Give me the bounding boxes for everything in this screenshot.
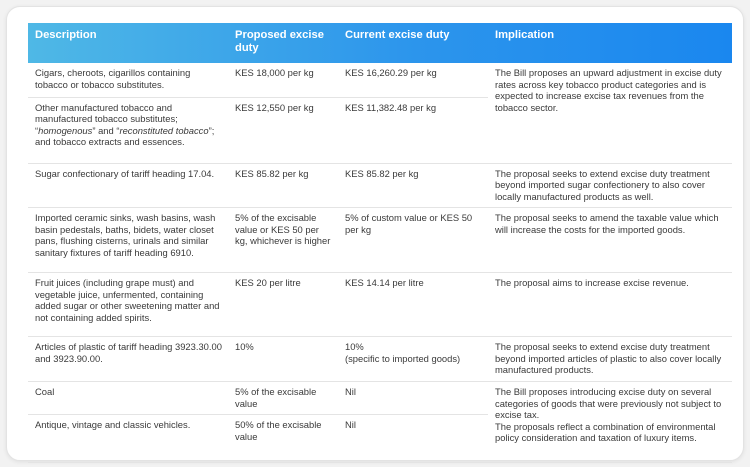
row-proposed: 5% of the excisable value or KES 50 per kg, whichever is higher [228, 208, 338, 273]
row-proposed: 10% [228, 337, 338, 382]
row-proposed: 5% of the excisable value [228, 382, 338, 415]
implication-text: The proposals reflect a combination of environmental policy consideration and taxation of luxury items. [495, 420, 716, 444]
row-implication: The proposal aims to increase excise revenue. [488, 273, 732, 337]
row-description: Fruit juices (including grape must) and vegetable juice, unfermented, containing added sugar or other sweetening matter and not containing added spirits. [28, 273, 228, 337]
row-description: Sugar confectionary of tariff heading 17.04. [28, 163, 228, 208]
description-text: Other manufactured tobacco and manufactured tobacco substitutes; “ [35, 101, 178, 136]
implication-text: The Bill proposes introducing excise duty on several categories of goods that were previously not subject to excise tax. [495, 386, 722, 421]
row-description: Antique, vintage and classic vehicles. [28, 415, 228, 463]
row-implication: The proposal seeks to extend excise duty treatment beyond imported articles of plastic to also cover locally manufactured products. [488, 337, 732, 382]
row-implication: The proposal seeks to extend excise duty treatment beyond imported sugar confectionery to also cover locally manufactured products as well. [488, 163, 732, 208]
current-note: (specific to imported goods) [345, 352, 461, 364]
table-row [28, 382, 732, 415]
row-description: Coal [28, 382, 228, 415]
row-description: Cigars, cheroots, cigarillos containing tobacco or tobacco substitutes. [28, 63, 228, 97]
current-value: 10% [345, 341, 364, 353]
header-implication: Implication [495, 29, 555, 41]
excise-duty-table [28, 23, 732, 463]
table-row [28, 63, 732, 97]
row-proposed: KES 18,000 per kg [228, 63, 338, 97]
row-proposed: KES 85.82 per kg [228, 163, 338, 208]
description-text: ” and “ [92, 124, 120, 136]
table-row [28, 163, 732, 208]
row-current [338, 337, 488, 382]
row-current: 5% of custom value or KES 50 per kg [338, 208, 488, 273]
row-proposed: 50% of the excisable value [228, 415, 338, 463]
row-current: KES 16,260.29 per kg [338, 63, 488, 97]
row-current: KES 11,382.48 per kg [338, 97, 488, 163]
description-text: ”; and tobacco extracts and essences. [35, 124, 215, 148]
table-card [6, 6, 744, 461]
row-proposed: KES 12,550 per kg [228, 97, 338, 163]
row-implication [488, 382, 732, 463]
row-description [28, 97, 228, 163]
header-description: Description [35, 29, 97, 41]
table-row [28, 337, 732, 382]
row-proposed: KES 20 per litre [228, 273, 338, 337]
row-description: Imported ceramic sinks, wash basins, wash basin pedestals, baths, bidets, water closet pans, flushing cisterns, urinals and similar sanitary fixtures of tariff heading 6910. [28, 208, 228, 273]
table-row [28, 273, 732, 337]
table-row [28, 208, 732, 273]
description-italic: homogenous [38, 124, 93, 136]
row-current: Nil [338, 415, 488, 463]
row-description: Articles of plastic of tariff heading 3923.30.00 and 3923.90.00. [28, 337, 228, 382]
row-current: KES 85.82 per kg [338, 163, 488, 208]
row-current: Nil [338, 382, 488, 415]
row-current: KES 14.14 per litre [338, 273, 488, 337]
header-current: Current excise duty [345, 29, 450, 41]
row-implication: The proposal seeks to amend the taxable value which will increase the costs for the imported goods. [488, 208, 732, 273]
row-implication: The Bill proposes an upward adjustment in excise duty rates across key tobacco product categories and is expected to increase excise tax revenues from the tobacco sector. [488, 63, 732, 163]
description-italic: reconstituted tobacco [119, 124, 209, 136]
table-header-row [28, 23, 732, 63]
header-proposed: Proposed excise duty [235, 29, 324, 54]
